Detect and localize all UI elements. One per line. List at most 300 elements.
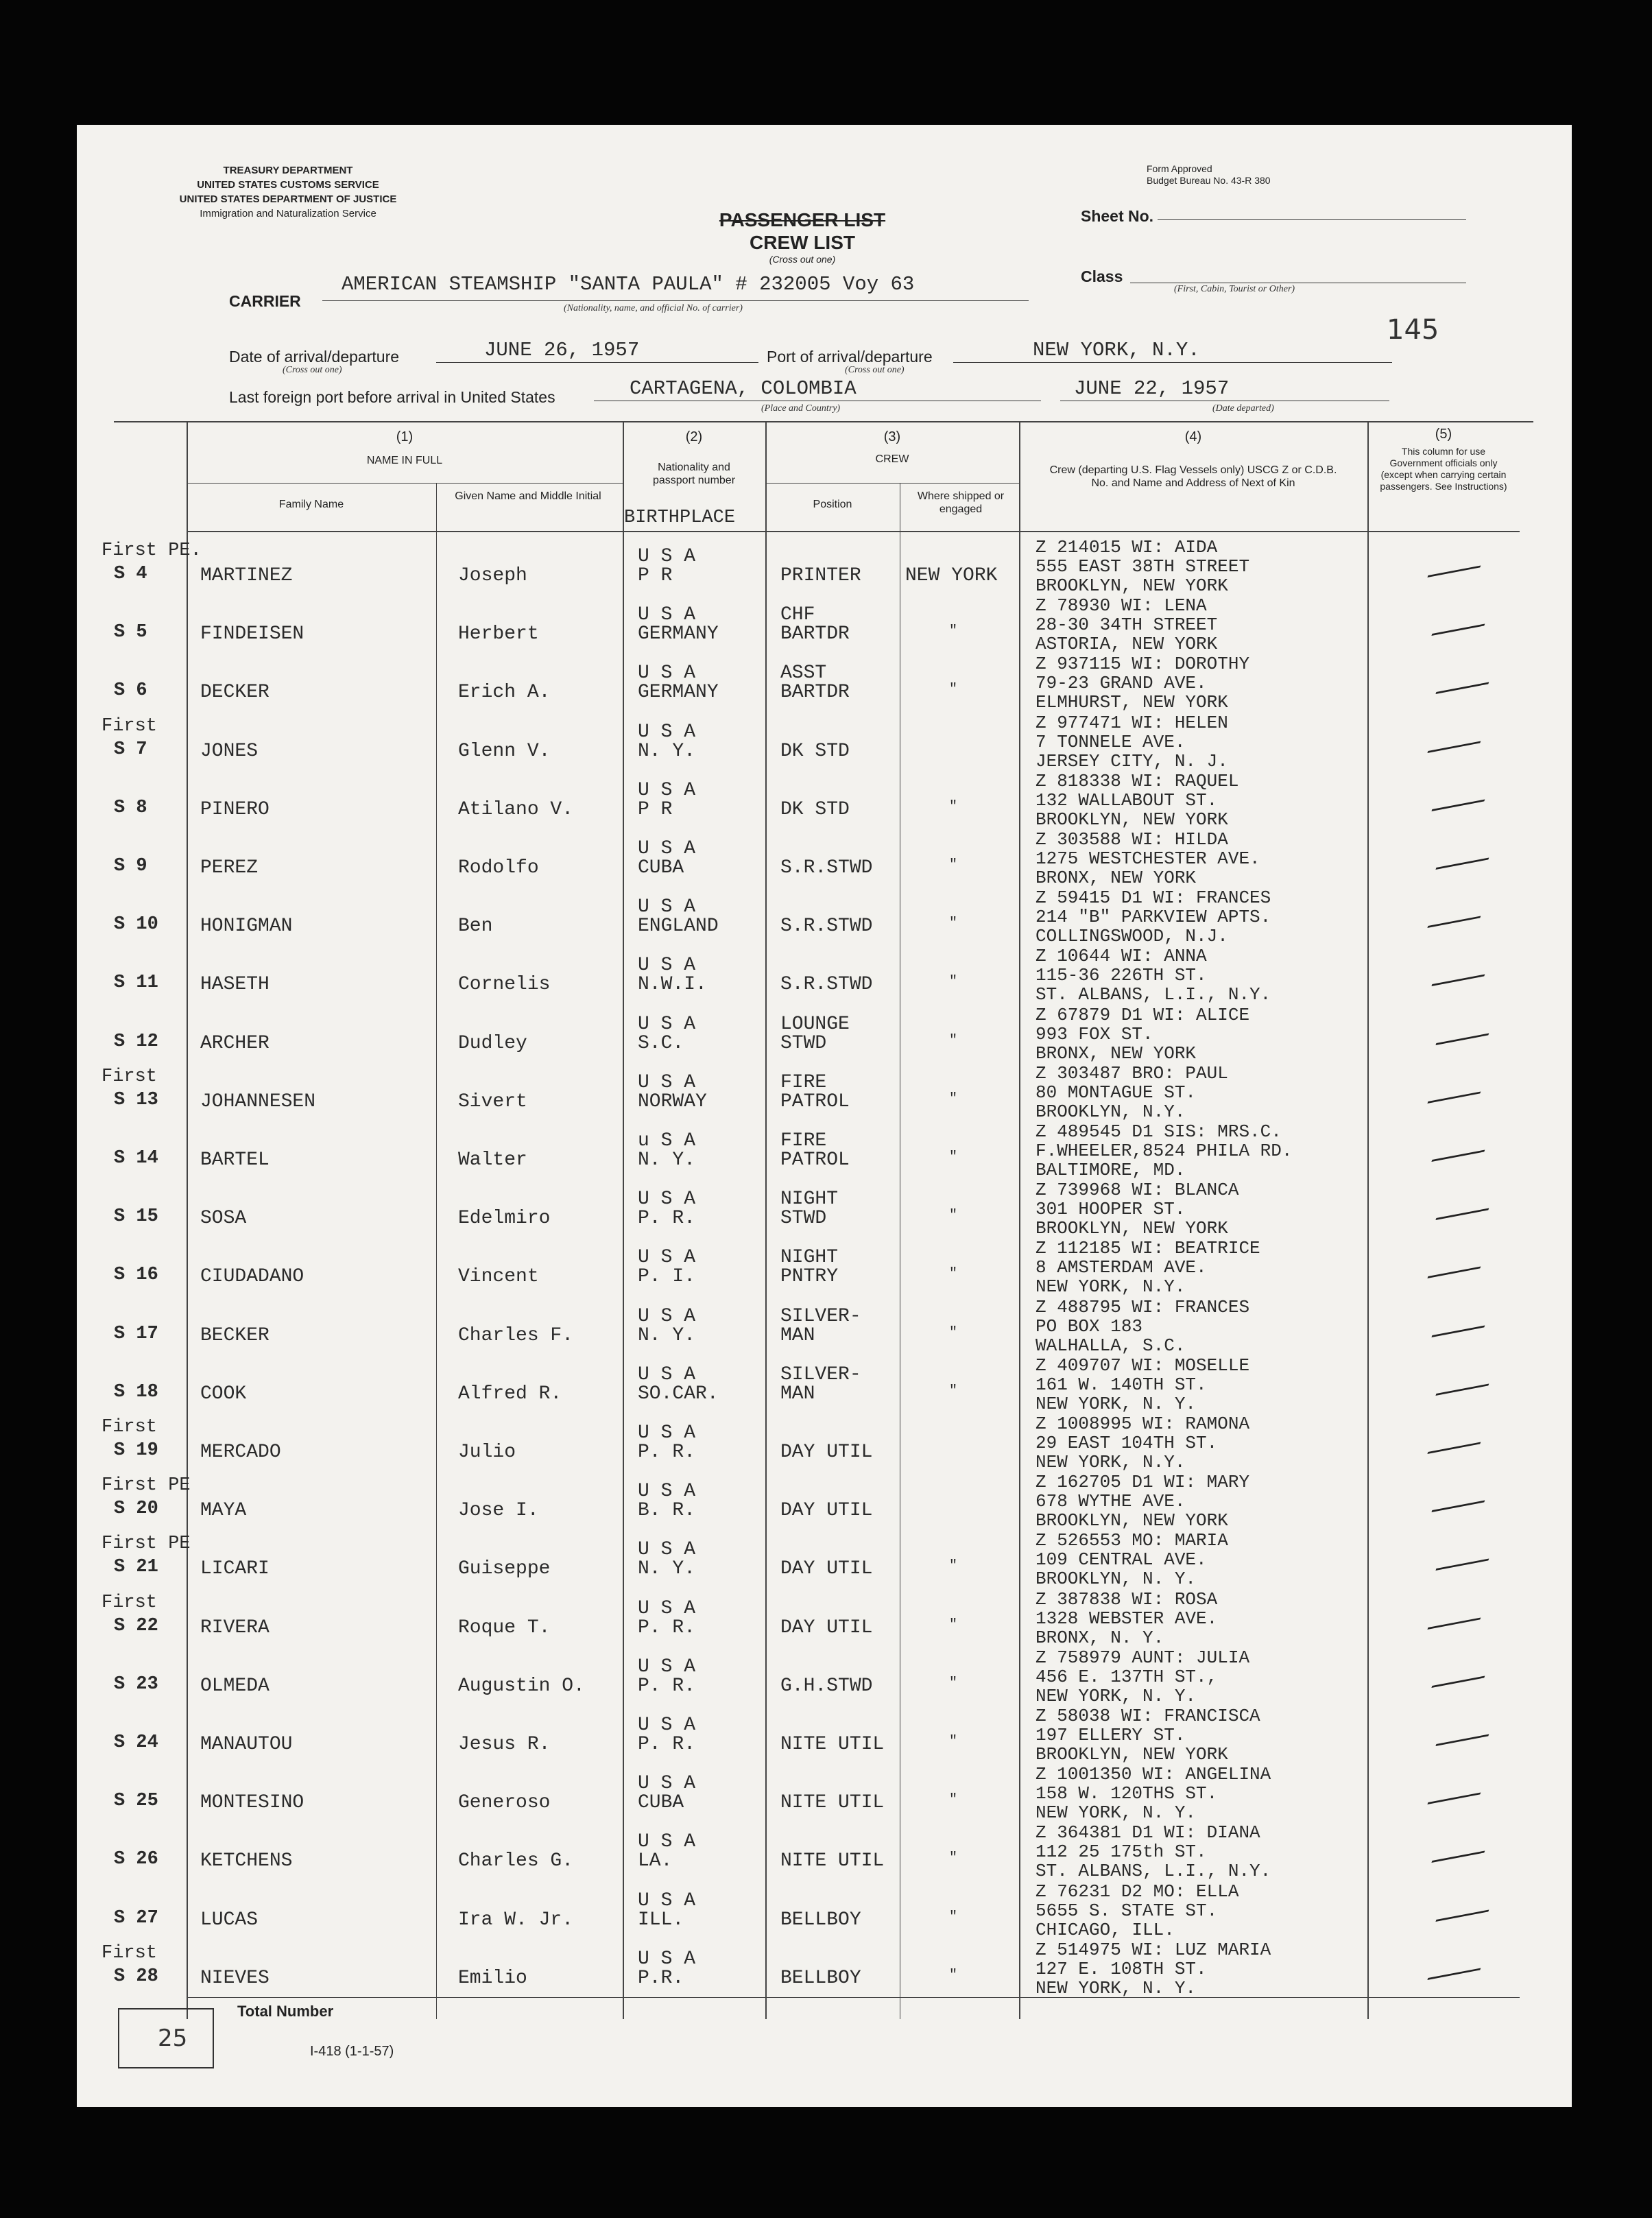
- position-line1: CHF: [780, 604, 815, 626]
- next-of-kin-line: 1275 WESTCHESTER AVE.: [1036, 848, 1260, 869]
- nationality: U S A: [638, 1597, 696, 1619]
- family-name: LUCAS: [200, 1909, 259, 1931]
- position-line1: DAY UTIL: [780, 1558, 873, 1580]
- family-name: FINDEISEN: [200, 623, 304, 645]
- col-divider-nok: [1019, 421, 1020, 2019]
- position-line1: ASST: [780, 663, 827, 684]
- nationality: U S A: [638, 896, 696, 918]
- given-name: Cornelis: [458, 974, 551, 996]
- given-name: Alfred R.: [458, 1383, 562, 1405]
- where-shipped: ": [949, 1967, 958, 1983]
- next-of-kin-line: Z 112185 WI: BEATRICE: [1036, 1238, 1260, 1259]
- next-of-kin-line: 109 CENTRAL AVE.: [1036, 1549, 1207, 1571]
- birthplace: P.R.: [638, 1967, 684, 1989]
- row-number: S 12: [114, 1031, 158, 1052]
- given-name: Jose I.: [458, 1500, 539, 1522]
- port-value: NEW YORK, N.Y.: [1033, 339, 1200, 361]
- next-of-kin-line: BRONX, NEW YORK: [1036, 868, 1197, 888]
- sheet-line: [1158, 219, 1466, 220]
- carrier-caption: (Nationality, name, and official No. of carrier): [564, 303, 743, 313]
- next-of-kin-line: 115-36 226TH ST.: [1036, 965, 1207, 986]
- port-line: [953, 362, 1392, 363]
- next-of-kin-line: Z 758979 AUNT: JULIA: [1036, 1647, 1250, 1668]
- birthplace: P. R.: [638, 1208, 696, 1230]
- next-of-kin-line: Z 1008995 WI: RAMONA: [1036, 1414, 1250, 1434]
- birthplace: S.C.: [638, 1032, 684, 1054]
- where-shipped: ": [949, 1032, 958, 1049]
- row-number: S 4: [114, 564, 147, 584]
- col3a-heading: Position: [813, 499, 852, 510]
- family-name: LICARI: [200, 1558, 270, 1580]
- given-name: Walter: [458, 1149, 527, 1171]
- next-of-kin-line: NEW YORK, N. Y.: [1036, 1393, 1197, 1414]
- next-of-kin-line: Z 488795 WI: FRANCES: [1036, 1296, 1250, 1317]
- birthplace: P R: [638, 565, 673, 586]
- position-line1: DAY UTIL: [780, 1617, 873, 1638]
- port-cross-caption: (Cross out one): [845, 365, 905, 375]
- where-shipped: ": [949, 1850, 958, 1867]
- family-name: MARTINEZ: [200, 565, 293, 586]
- next-of-kin-line: F.WHEELER,8524 PHILA RD.: [1036, 1141, 1293, 1161]
- next-of-kin-line: ST. ALBANS, L.I., N.Y.: [1036, 984, 1271, 1005]
- col5-number: (5): [1435, 427, 1452, 442]
- given-name: Sivert: [458, 1090, 527, 1112]
- next-of-kin-line: 8 AMSTERDAM AVE.: [1036, 1257, 1207, 1278]
- last-port-label: Last foreign port before arrival in United States: [229, 388, 555, 406]
- position-line1: DAY UTIL: [780, 1442, 873, 1463]
- next-of-kin-line: Z 526553 MO: MARIA: [1036, 1530, 1228, 1551]
- birthplace: N. Y.: [638, 740, 696, 762]
- position-line1: S.R.STWD: [780, 974, 873, 996]
- row-number: S 11: [114, 973, 158, 994]
- position-line1: SILVER-: [780, 1363, 861, 1385]
- given-name: Roque T.: [458, 1617, 551, 1638]
- birthplace: ENGLAND: [638, 916, 719, 938]
- family-name: SOSA: [200, 1208, 247, 1230]
- family-name: NIEVES: [200, 1967, 270, 1989]
- position-line1: SILVER-: [780, 1305, 861, 1327]
- page-number: 145: [1387, 314, 1439, 346]
- where-shipped: ": [949, 623, 958, 640]
- where-shipped: ": [949, 1383, 958, 1399]
- where-shipped: ": [949, 1909, 958, 1925]
- next-of-kin-line: Z 818338 WI: RAQUEL: [1036, 770, 1239, 791]
- next-of-kin-line: ASTORIA, NEW YORK: [1036, 634, 1218, 655]
- port-label: Port of arrival/departure: [767, 348, 933, 366]
- family-name: JONES: [200, 740, 259, 762]
- nationality: U S A: [638, 1422, 696, 1444]
- row-number: S 17: [114, 1323, 158, 1344]
- position-line1: G.H.STWD: [780, 1675, 873, 1697]
- col1-title: NAME IN FULL: [366, 455, 443, 466]
- row-number: S 23: [114, 1673, 158, 1695]
- col1-number: (1): [396, 429, 414, 444]
- next-of-kin-line: 80 MONTAGUE ST.: [1036, 1082, 1197, 1103]
- next-of-kin-line: 28-30 34TH STREET: [1036, 615, 1218, 636]
- next-of-kin-line: 5655 S. STATE ST.: [1036, 1900, 1218, 1921]
- nationality: U S A: [638, 779, 696, 801]
- next-of-kin-line: BALTIMORE, MD.: [1036, 1160, 1186, 1180]
- position-line1: DK STD: [780, 740, 850, 762]
- next-of-kin-line: 197 ELLERY ST.: [1036, 1725, 1186, 1745]
- customs-label: UNITED STATES CUSTOMS SERVICE: [197, 179, 379, 191]
- department-heading: [130, 163, 446, 221]
- where-shipped: ": [949, 1675, 958, 1691]
- departed-value: JUNE 22, 1957: [1074, 377, 1230, 400]
- next-of-kin-line: Z 214015 WI: AIDA: [1036, 537, 1218, 558]
- family-name: MANAUTOU: [200, 1734, 293, 1755]
- nationality: U S A: [638, 838, 696, 859]
- given-name: Augustin O.: [458, 1675, 585, 1697]
- passenger-list-title: PASSENGER LIST: [719, 209, 886, 230]
- row-number: S 10: [114, 914, 158, 935]
- row-prefix-note: First: [101, 1942, 158, 1964]
- birthplace: LA.: [638, 1850, 673, 1872]
- position-line1: NIGHT: [780, 1189, 839, 1211]
- next-of-kin-line: BRONX, NEW YORK: [1036, 1042, 1197, 1064]
- row-number: S 19: [114, 1440, 158, 1461]
- table-bottom-rule: [187, 1997, 1520, 1998]
- birthplace: N. Y.: [638, 1149, 696, 1171]
- where-shipped: NEW YORK: [905, 565, 998, 586]
- next-of-kin-line: Z 364381 D1 WI: DIANA: [1036, 1822, 1260, 1844]
- next-of-kin-line: COLLINGSWOOD, N.J.: [1036, 926, 1228, 947]
- family-name: BECKER: [200, 1324, 270, 1346]
- carrier-label: CARRIER: [229, 292, 301, 310]
- next-of-kin-line: Z 409707 WI: MOSELLE: [1036, 1355, 1250, 1376]
- family-name: DECKER: [200, 682, 270, 704]
- row-number: S 28: [114, 1966, 158, 1987]
- total-value: 25: [158, 2025, 188, 2052]
- birthplace: CUBA: [638, 1792, 684, 1814]
- row-prefix-note: First PE.: [101, 540, 202, 561]
- row-number: S 18: [114, 1381, 158, 1403]
- given-name: Guiseppe: [458, 1558, 551, 1580]
- date-value: JUNE 26, 1957: [484, 339, 640, 361]
- next-of-kin-line: CHICAGO, ILL.: [1036, 1919, 1175, 1940]
- row-prefix-note: First PE: [101, 1475, 191, 1496]
- birthplace: NORWAY: [638, 1090, 707, 1112]
- birthplace: P R: [638, 798, 673, 820]
- position-line1: NITE UTIL: [780, 1792, 885, 1814]
- nationality: U S A: [638, 721, 696, 743]
- position-line1: S.R.STWD: [780, 857, 873, 879]
- class-caption: (First, Cabin, Tourist or Other): [1174, 284, 1295, 294]
- next-of-kin-line: BRONX, N. Y.: [1036, 1627, 1164, 1648]
- nationality: U S A: [638, 1948, 696, 1970]
- next-of-kin-line: Z 387838 WI: ROSA: [1036, 1588, 1218, 1610]
- given-name: Edelmiro: [458, 1208, 551, 1230]
- nationality: U S A: [638, 1363, 696, 1385]
- given-name: Jesus R.: [458, 1734, 551, 1755]
- next-of-kin-line: BROOKLYN, NEW YORK: [1036, 575, 1228, 596]
- birthplace: CUBA: [638, 857, 684, 879]
- given-name: Vincent: [458, 1266, 539, 1288]
- family-name: HASETH: [200, 974, 270, 996]
- next-of-kin-line: Z 937115 WI: DOROTHY: [1036, 654, 1250, 675]
- date-cross-caption: (Cross out one): [283, 365, 342, 375]
- col3-number: (3): [883, 429, 901, 444]
- position-line1: FIRE: [780, 1130, 827, 1152]
- col4-number: (4): [1184, 429, 1202, 444]
- row-number: S 6: [114, 680, 147, 702]
- col2-number: (2): [685, 429, 703, 444]
- where-shipped: ": [949, 1558, 958, 1575]
- subheader-rule: [187, 483, 623, 484]
- row-number: S 24: [114, 1732, 158, 1753]
- family-name: BARTEL: [200, 1149, 270, 1171]
- position-line2: MAN: [780, 1324, 815, 1346]
- next-of-kin-line: 214 "B" PARKVIEW APTS.: [1036, 907, 1271, 928]
- next-of-kin-line: Z 489545 D1 SIS: MRS.C.: [1036, 1121, 1282, 1142]
- given-name: Erich A.: [458, 682, 551, 704]
- family-name: MONTESINO: [200, 1792, 304, 1814]
- next-of-kin-line: NEW YORK, N. Y.: [1036, 1685, 1197, 1706]
- total-label: Total Number: [237, 2003, 334, 2020]
- where-shipped: ": [949, 974, 958, 990]
- next-of-kin-line: BROOKLYN, NEW YORK: [1036, 1218, 1228, 1239]
- carrier-line: [322, 300, 1029, 301]
- position-line1: NITE UTIL: [780, 1850, 885, 1872]
- next-of-kin-line: Z 10644 WI: ANNA: [1036, 946, 1207, 967]
- birthplace: ILL.: [638, 1909, 684, 1931]
- next-of-kin-line: Z 977471 WI: HELEN: [1036, 712, 1228, 733]
- birthplace: P. R.: [638, 1734, 696, 1755]
- nationality: U S A: [638, 1481, 696, 1503]
- birthplace: P. R.: [638, 1675, 696, 1697]
- where-shipped: ": [949, 1208, 958, 1224]
- row-number: S 22: [114, 1615, 158, 1636]
- col-divider-given: [436, 483, 437, 2019]
- col1a-heading: Family Name: [278, 499, 344, 510]
- col3b-heading: Where shipped or engaged: [917, 490, 1005, 515]
- next-of-kin-line: NEW YORK, N.Y.: [1036, 1276, 1186, 1298]
- birthplace: SO.CAR.: [638, 1383, 719, 1405]
- next-of-kin-line: 678 WYTHE AVE.: [1036, 1491, 1186, 1512]
- nationality: U S A: [638, 1831, 696, 1853]
- col-left-border: [187, 421, 188, 2019]
- list-title: [693, 208, 912, 265]
- justice-label: UNITED STATES DEPARTMENT OF JUSTICE: [179, 193, 397, 205]
- sheet-label: Sheet No.: [1081, 207, 1154, 225]
- birthplace: N. Y.: [638, 1558, 696, 1580]
- col-divider-crew: [765, 421, 767, 2019]
- table-top-rule: [114, 421, 1533, 422]
- family-name: JOHANNESEN: [200, 1090, 316, 1112]
- next-of-kin-line: BROOKLYN, N.Y.: [1036, 1101, 1186, 1122]
- next-of-kin-line: 456 E. 137TH ST.,: [1036, 1666, 1218, 1687]
- class-label: Class: [1081, 267, 1123, 285]
- total-box: [118, 2008, 214, 2068]
- family-name: OLMEDA: [200, 1675, 270, 1697]
- position-line1: NITE UTIL: [780, 1734, 885, 1755]
- last-port-caption: (Place and Country): [761, 403, 841, 414]
- family-name: HONIGMAN: [200, 916, 293, 938]
- position-line2: MAN: [780, 1383, 815, 1405]
- where-shipped: ": [949, 1617, 958, 1633]
- nationality: U S A: [638, 1656, 696, 1678]
- birthplace: GERMANY: [638, 623, 719, 645]
- nationality: U S A: [638, 604, 696, 626]
- budget-bureau-label: Budget Bureau No. 43-R 380: [1147, 175, 1271, 186]
- row-number: S 13: [114, 1089, 158, 1110]
- where-shipped: ": [949, 798, 958, 815]
- given-name: Herbert: [458, 623, 539, 645]
- next-of-kin-line: 301 HOOPER ST.: [1036, 1199, 1186, 1220]
- form-approved: [1147, 163, 1271, 187]
- family-name: PINERO: [200, 798, 270, 820]
- last-port-value: CARTAGENA, COLOMBIA: [630, 377, 857, 400]
- next-of-kin-line: 127 E. 108TH ST.: [1036, 1958, 1207, 1979]
- col-divider-nationality: [623, 421, 624, 2019]
- next-of-kin-line: NEW YORK, N.Y.: [1036, 1452, 1186, 1472]
- nationality: u S A: [638, 1130, 696, 1152]
- family-name: KETCHENS: [200, 1850, 293, 1872]
- row-number: S 7: [114, 739, 147, 760]
- family-name: MERCADO: [200, 1442, 281, 1463]
- form-number: I-418 (1-1-57): [310, 2044, 394, 2059]
- given-name: Generoso: [458, 1792, 551, 1814]
- nationality: U S A: [638, 1539, 696, 1561]
- given-name: Ira W. Jr.: [458, 1909, 574, 1931]
- position-line2: BARTDR: [780, 682, 850, 704]
- given-name: Julio: [458, 1442, 516, 1463]
- where-shipped: ": [949, 1149, 958, 1165]
- position-line2: STWD: [780, 1032, 827, 1054]
- treasury-label: TREASURY DEPARTMENT: [223, 165, 353, 176]
- next-of-kin-line: 112 25 175th ST.: [1036, 1841, 1207, 1863]
- next-of-kin-line: BROOKLYN, NEW YORK: [1036, 1744, 1228, 1765]
- nationality: U S A: [638, 955, 696, 977]
- birthplace-heading: BIRTHPLACE: [624, 508, 736, 528]
- birthplace: P. I.: [638, 1266, 696, 1288]
- given-name: Charles F.: [458, 1324, 574, 1346]
- given-name: Rodolfo: [458, 857, 539, 879]
- nationality: U S A: [638, 1715, 696, 1736]
- row-number: S 5: [114, 622, 147, 643]
- cross-out-caption: (Cross out one): [769, 254, 836, 265]
- next-of-kin-line: 7 TONNELE AVE.: [1036, 731, 1186, 752]
- row-prefix-note: First: [101, 715, 158, 737]
- position-line2: PATROL: [780, 1149, 850, 1171]
- nationality: U S A: [638, 1773, 696, 1795]
- nationality: U S A: [638, 1889, 696, 1911]
- position-line1: NIGHT: [780, 1247, 839, 1269]
- row-number: S 25: [114, 1791, 158, 1812]
- row-number: S 9: [114, 856, 147, 877]
- next-of-kin-line: NEW YORK, N. Y.: [1036, 1977, 1197, 1999]
- where-shipped: ": [949, 682, 958, 698]
- ins-label: Immigration and Naturalization Service: [200, 208, 376, 219]
- given-name: Joseph: [458, 565, 527, 586]
- col1b-heading: Given Name and Middle Initial: [455, 490, 601, 502]
- next-of-kin-line: 29 EAST 104TH ST.: [1036, 1433, 1218, 1453]
- date-label: Date of arrival/departure: [229, 348, 400, 366]
- family-name: RIVERA: [200, 1617, 270, 1638]
- row-number: S 14: [114, 1148, 158, 1169]
- next-of-kin-line: Z 303588 WI: HILDA: [1036, 829, 1228, 850]
- next-of-kin-line: 79-23 GRAND AVE.: [1036, 673, 1207, 694]
- row-prefix-note: First: [101, 1066, 158, 1087]
- position-line1: DAY UTIL: [780, 1500, 873, 1522]
- departed-caption: (Date departed): [1212, 403, 1274, 414]
- row-number: S 8: [114, 797, 147, 818]
- next-of-kin-line: NEW YORK, N. Y.: [1036, 1802, 1197, 1824]
- carrier-value: AMERICAN STEAMSHIP "SANTA PAULA" # 232005 Voy 63: [342, 273, 915, 296]
- row-number: S 20: [114, 1499, 158, 1520]
- next-of-kin-line: 132 WALLABOUT ST.: [1036, 789, 1218, 811]
- nationality: U S A: [638, 546, 696, 567]
- birthplace: B. R.: [638, 1500, 696, 1522]
- position-line1: BELLBOY: [780, 1967, 861, 1989]
- next-of-kin-line: PO BOX 183: [1036, 1315, 1143, 1337]
- row-number: S 16: [114, 1265, 158, 1286]
- next-of-kin-line: Z 303487 BRO: PAUL: [1036, 1062, 1228, 1084]
- nationality: U S A: [638, 1013, 696, 1035]
- col5-title: This column for use Government officials only (except when carrying certain passengers. See Instructions): [1380, 446, 1507, 492]
- row-number: S 15: [114, 1206, 158, 1228]
- next-of-kin-line: Z 78930 WI: LENA: [1036, 595, 1207, 617]
- given-name: Emilio: [458, 1967, 527, 1989]
- next-of-kin-line: Z 59415 D1 WI: FRANCES: [1036, 887, 1271, 909]
- birthplace: N.W.I.: [638, 974, 707, 996]
- given-name: Dudley: [458, 1032, 527, 1054]
- next-of-kin-line: JERSEY CITY, N. J.: [1036, 750, 1228, 772]
- position-line1: S.R.STWD: [780, 916, 873, 938]
- given-name: Charles G.: [458, 1850, 574, 1872]
- next-of-kin-line: BROOKLYN, N. Y.: [1036, 1569, 1197, 1590]
- where-shipped: ": [949, 1090, 958, 1107]
- family-name: MAYA: [200, 1500, 247, 1522]
- row-prefix-note: First PE: [101, 1534, 191, 1555]
- row-number: S 21: [114, 1557, 158, 1578]
- family-name: PEREZ: [200, 857, 259, 879]
- date-line: [436, 362, 758, 363]
- position-line1: FIRE: [780, 1071, 827, 1093]
- nationality: U S A: [638, 1305, 696, 1327]
- nationality: U S A: [638, 1071, 696, 1093]
- birthplace: P. R.: [638, 1617, 696, 1638]
- row-number: S 26: [114, 1849, 158, 1870]
- family-name: CIUDADANO: [200, 1266, 304, 1288]
- where-shipped: ": [949, 1266, 958, 1283]
- birthplace: GERMANY: [638, 682, 719, 704]
- next-of-kin-line: Z 162705 D1 WI: MARY: [1036, 1472, 1250, 1493]
- where-shipped: ": [949, 1324, 958, 1341]
- position-line1: BELLBOY: [780, 1909, 861, 1931]
- form-approved-label: Form Approved: [1147, 163, 1212, 174]
- where-shipped: ": [949, 1792, 958, 1809]
- where-shipped: ": [949, 1734, 958, 1750]
- position-line1: PRINTER: [780, 565, 861, 586]
- birthplace: N. Y.: [638, 1324, 696, 1346]
- nationality: U S A: [638, 1189, 696, 1211]
- position-line2: PATROL: [780, 1090, 850, 1112]
- next-of-kin-line: Z 514975 WI: LUZ MARIA: [1036, 1939, 1271, 1960]
- next-of-kin-line: ST. ALBANS, L.I., N.Y.: [1036, 1861, 1271, 1882]
- next-of-kin-line: Z 739968 WI: BLANCA: [1036, 1180, 1239, 1201]
- col-divider-official: [1367, 421, 1369, 2019]
- row-prefix-note: First: [101, 1417, 158, 1438]
- next-of-kin-line: 161 W. 140TH ST.: [1036, 1374, 1207, 1395]
- nationality: U S A: [638, 663, 696, 684]
- given-name: Atilano V.: [458, 798, 574, 820]
- crew-subheader-rule: [765, 483, 1019, 484]
- next-of-kin-line: Z 1001350 WI: ANGELINA: [1036, 1764, 1271, 1785]
- next-of-kin-line: Z 67879 D1 WI: ALICE: [1036, 1004, 1250, 1025]
- next-of-kin-line: BROOKLYN, NEW YORK: [1036, 809, 1228, 830]
- row-number: S 27: [114, 1907, 158, 1929]
